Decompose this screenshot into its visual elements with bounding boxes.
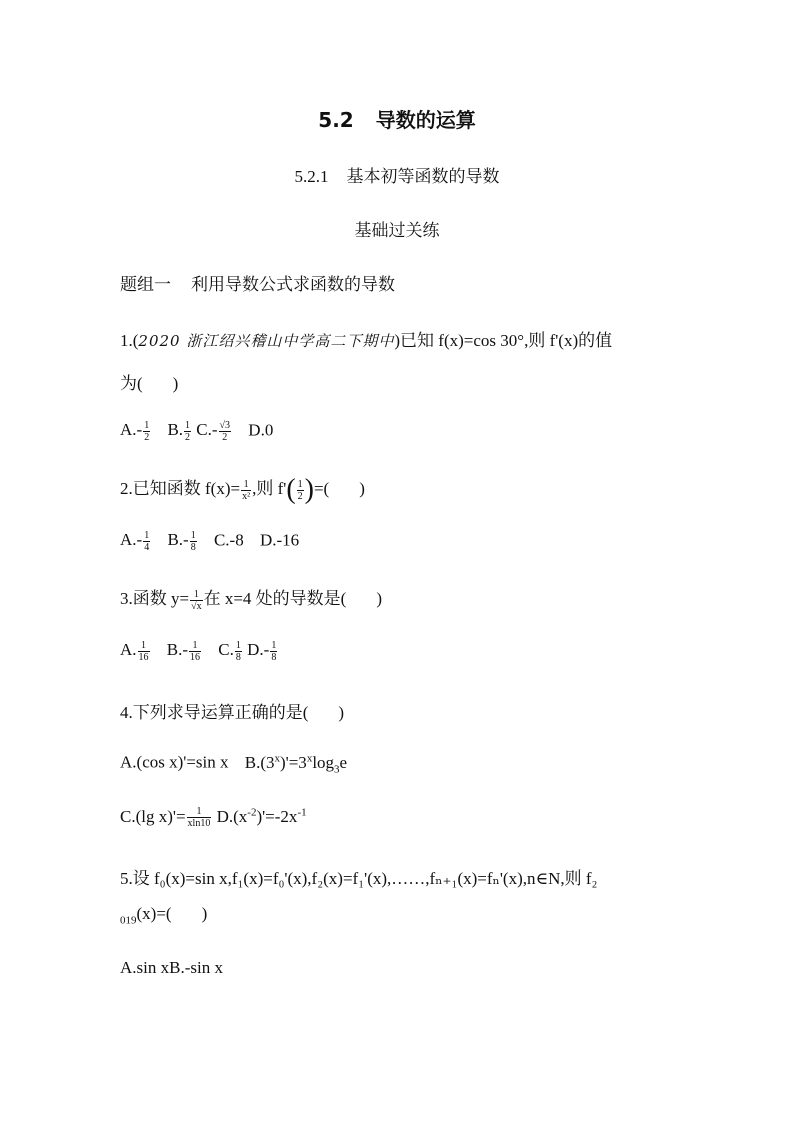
- question-1-source: 2020 浙江绍兴稽山中学高二下期中: [138, 332, 395, 350]
- question-1-options: [120, 420, 273, 443]
- option-a: A.- $\frac{1}{4}$: [120, 530, 150, 553]
- option-d: D.-16: [259, 530, 300, 550]
- option-c: C.(lg x)'= $\frac{1}{xln10}$: [120, 806, 211, 830]
- option-a: A. $\frac{1}{16}$: [120, 640, 149, 663]
- question-4-options-ab: [120, 752, 347, 775]
- option-a: A.- $\frac{1}{2}$: [120, 420, 150, 443]
- subsection-title: [0, 162, 794, 187]
- subsection-number: 5.2.1: [294, 167, 329, 186]
- option-c: C.-8: [213, 530, 244, 550]
- group-label: 题组一: [120, 275, 171, 295]
- option-d: D.0: [248, 420, 274, 440]
- section-title-number: 5.2: [318, 108, 354, 132]
- exercise-level-heading: 基础过关练: [354, 221, 440, 241]
- option-b: B.- $\frac{1}{8}$: [167, 530, 196, 553]
- question-3-stem: 3.函数 y= $\frac{1}{√x}$ 在 x=4 处的导数是( ): [120, 588, 383, 612]
- option-b: B. $\frac{1}{2}$: [167, 420, 191, 443]
- question-1-stem-cont: 为( ): [120, 374, 179, 393]
- group-text: 利用导数公式求函数的导数: [191, 275, 395, 295]
- option-c: C.- $\frac{√3}{2}$: [196, 420, 231, 443]
- question-2-options: [120, 530, 299, 553]
- question-4-stem: 4.下列求导运算正确的是( ): [120, 703, 345, 722]
- option-c: C. $\frac{1}{8}$: [218, 640, 241, 663]
- option-d: D.- $\frac{1}{8}$: [247, 640, 277, 663]
- question-2-stem: 2.已知函数 f(x)= $\frac{1}{\text{x²}}$ ,则 f'( $\frac{1}{2}$ )=( ): [120, 474, 365, 506]
- option-d: $D.(x^{-2})'=-2x^{-1}$: [216, 806, 307, 826]
- question-group-heading: [120, 270, 395, 295]
- question-4-options-cd: [120, 806, 307, 829]
- option-b: $B.(3^x)'=3^x\log_3e$: [244, 752, 348, 776]
- question-3-options: [120, 640, 278, 663]
- question-1-stem: 1.(2020 浙江绍兴稽山中学高二下期中)已知 f(x)=cos 30°,则 f'(x)的值: [120, 331, 613, 350]
- section-title: [0, 104, 794, 133]
- option-a: A.(cos x)'=sin x: [120, 752, 229, 772]
- subsection-text: 基本初等函数的导数: [346, 167, 500, 187]
- question-5-options: A.sin xB.-sin x: [120, 958, 223, 977]
- section-title-text: 导数的运算: [375, 108, 476, 132]
- question-5-stem: 5.设 f₀(x)=sin x,f₁(x)=f₀'(x),f₂(x)=f₁'(x),……,fₙ₊₁(x)=fₙ'(x),n∈N,则 f₂: [120, 869, 598, 888]
- question-5-stem-cont: $_{019}$(x)=( ): [120, 904, 208, 927]
- option-b: B.- $\frac{1}{16}$: [166, 640, 201, 663]
